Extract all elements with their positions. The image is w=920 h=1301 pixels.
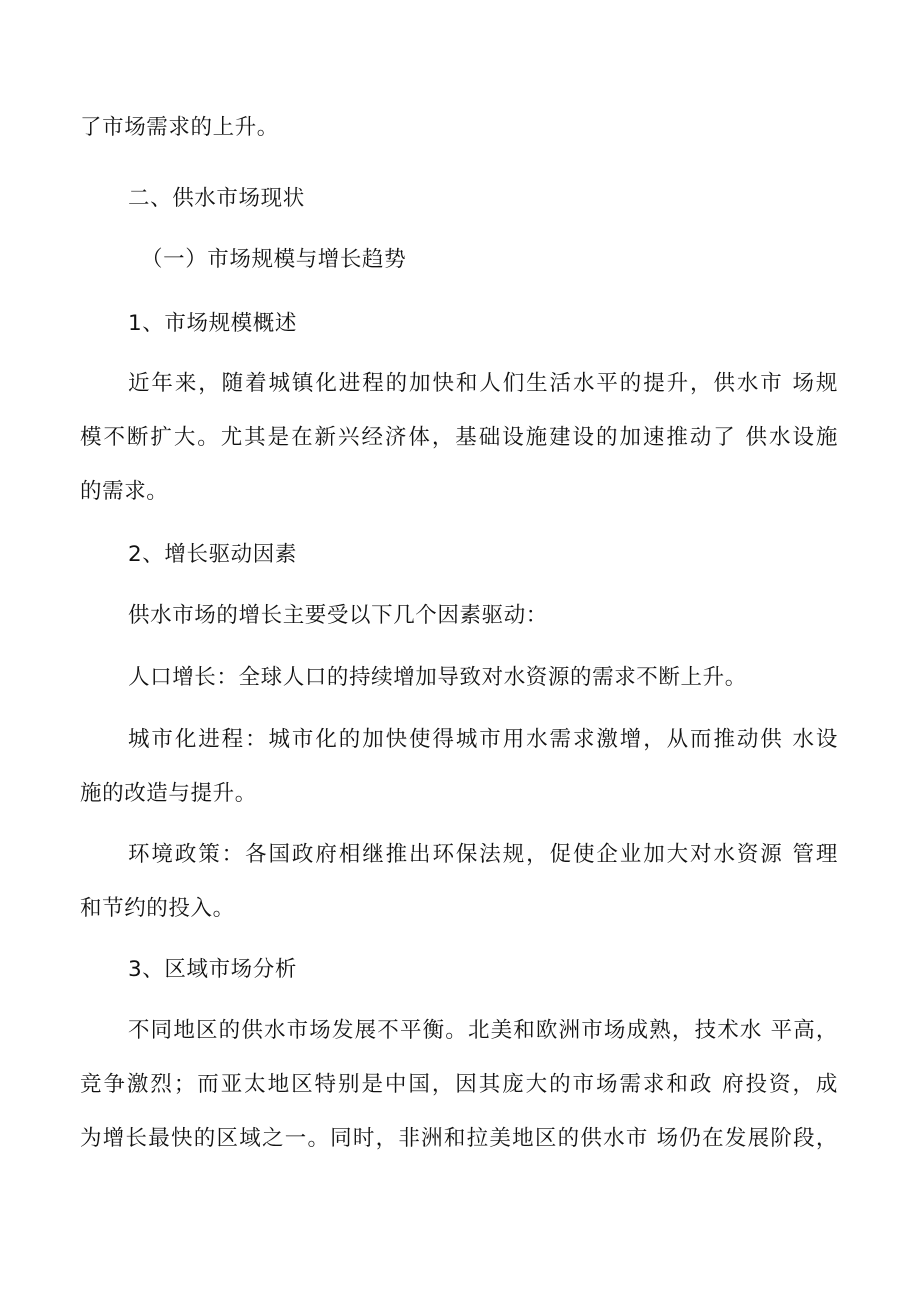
paragraph-line: 城市化进程：城市化的加快使得城市用水需求激增，从而推动供 水设 <box>128 727 838 752</box>
paragraph-line: 不同地区的供水市场发展不平衡。北美和欧洲市场成熟，技术水 平高， <box>128 1018 838 1043</box>
section-heading: 二、供水市场现状 <box>128 186 305 211</box>
paragraph-line: 供水市场的增长主要受以下几个因素驱动： <box>128 603 548 628</box>
item-heading: 3、区域市场分析 <box>128 957 297 982</box>
paragraph-line: 近年来，随着城镇化进程的加快和人们生活水平的提升，供水市 场规 <box>128 371 838 396</box>
paragraph-line: 为增长最快的区域之一。同时，非洲和拉美地区的供水市 场仍在发展阶段， <box>80 1126 838 1151</box>
paragraph-line: 环境政策：各国政府相继推出环保法规，促使企业加大对水资源 管理 <box>128 842 838 867</box>
paragraph-line: 的需求。 <box>80 479 169 504</box>
item-heading: 1、市场规模概述 <box>128 311 297 336</box>
paragraph-continuation: 了市场需求的上升。 <box>80 115 279 140</box>
subsection-heading: （一）市场规模与增长趋势 <box>141 247 407 272</box>
paragraph-line: 模不断扩大。尤其是在新兴经济体，基础设施建设的加速推动了 供水设施 <box>80 425 838 450</box>
paragraph-line: 竞争激烈；而亚太地区特别是中国，因其庞大的市场需求和政 府投资，成 <box>80 1072 838 1097</box>
paragraph-line: 人口增长：全球人口的持续增加导致对水资源的需求不断上升。 <box>128 665 747 690</box>
item-heading: 2、增长驱动因素 <box>128 542 297 567</box>
paragraph-line: 和节约的投入。 <box>80 896 235 921</box>
paragraph-line: 施的改造与提升。 <box>80 781 257 806</box>
